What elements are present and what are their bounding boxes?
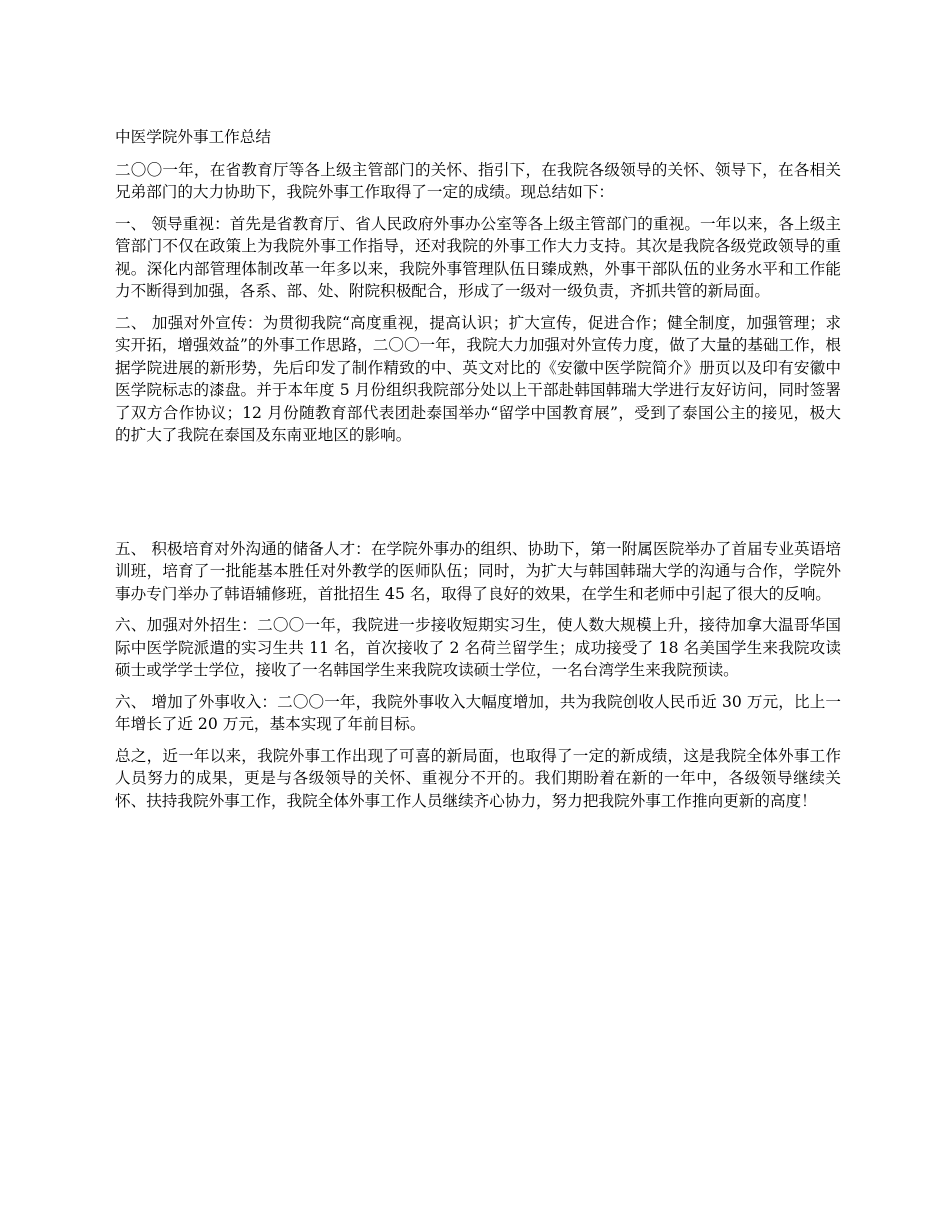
paragraph-conclusion: 总之，近一年以来，我院外事工作出现了可喜的新局面，也取得了一定的新成绩，这是我院全体外事工作人员努力的成果，更是与各级领导的关怀、重视分不开的。我们期盼着在新的一年中，各级领导继续关怀、扶持我院外事工作，我院全体外事工作人员继续齐心协力，努力把我院外事工作推向更新的高度！: [115, 746, 841, 810]
paragraph-section-5: 五、 积极培育对外沟通的储备人才：在学院外事办的组织、协助下，第一附属医院举办了首届专业英语培训班，培育了一批能基本胜任对外教学的医师队伍；同时，为扩大与韩国韩瑞大学的沟通与合作，学院外事办专门举办了韩语辅修班，首批招生 45 名，取得了良好的效果，在学生和老师中引起了很大的反响。: [115, 539, 841, 603]
paragraph-section-1: 一、 领导重视：首先是省教育厅、省人民政府外事办公室等各上级主管部门的重视。一年以来，各上级主管部门不仅在政策上为我院外事工作指导，还对我院的外事工作大力支持。其次是我院各级党政领导的重视。深化内部管理体制改革一年多以来，我院外事管理队伍日臻成熟，外事干部队伍的业务水平和工作能力不断得到加强，各系、部、处、附院积极配合，形成了一级对一级负责，齐抓共管的新局面。: [115, 214, 841, 300]
paragraph-section-6a: 六、加强对外招生：二〇〇一年，我院进一步接收短期实习生，使人数大规模上升，接待加拿大温哥华国际中医学院派遣的实习生共 11 名，首次接收了 2 名荷兰留学生；成功接受了 18 名美国学生来我院攻读硕士或学学士学位，接收了一名韩国学生来我院攻读硕士学位，一名台湾学生来我院预读。: [115, 616, 841, 679]
paragraph-intro: 二〇〇一年，在省教育厅等各上级主管部门的关怀、指引下，在我院各级领导的关怀、领导下，在各相关兄弟部门的大力协助下，我院外事工作取得了一定的成绩。现总结如下：: [115, 160, 841, 201]
document-body: [115, 126, 841, 821]
document-title: 中医学院外事工作总结: [115, 128, 271, 146]
blank-gap: [115, 456, 841, 538]
paragraph-section-6b: 六、 增加了外事收入：二〇〇一年，我院外事收入大幅度增加，共为我院创收人民币近 30 万元，比上一年增长了近 20 万元，基本实现了年前目标。: [115, 692, 841, 733]
paragraph-section-2: 二、 加强对外宣传：为贯彻我院“高度重视，提高认识；扩大宣传，促进合作；健全制度，加强管理；求实开拓，增强效益”的外事工作思路，二〇〇一年，我院大力加强对外宣传力度，做了大量的基础工作，根据学院进展的新形势，先后印发了制作精致的中、英文对比的《安徽中医学院简介》册页以及印有安徽中医学院标志的漆盘。并于本年度 5 月份组织我院部分处以上干部赴韩国韩瑞大学进行友好访问，同时签署了双方合作协议；12 月份随教育部代表团赴泰国举办“留学中国教育展”，受到了泰国公主的接见，极大的扩大了我院在泰国及东南亚地区的影响。: [115, 313, 841, 444]
